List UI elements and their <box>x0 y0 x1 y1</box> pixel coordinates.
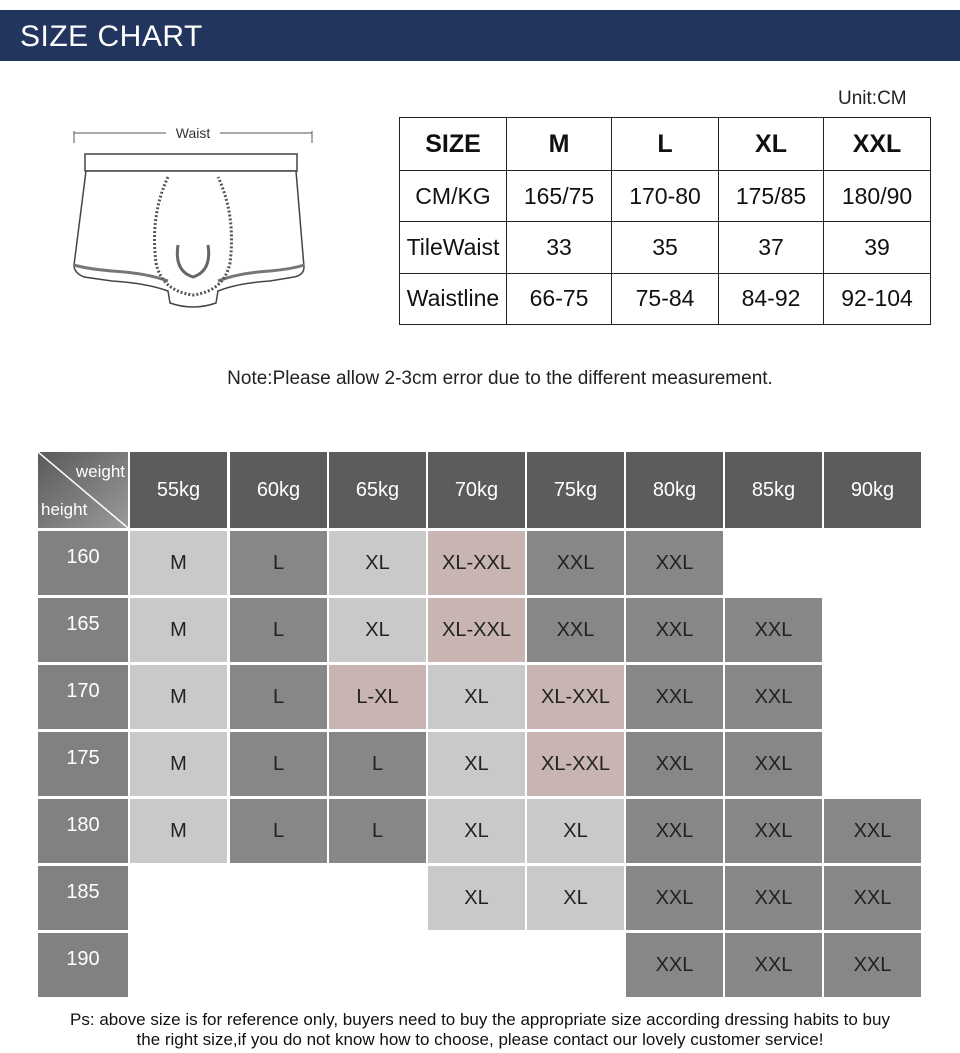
size-matrix-cell: XXL <box>725 799 822 863</box>
height-row-header: 170 <box>38 665 128 729</box>
size-matrix-cell: XXL <box>824 933 921 997</box>
size-table-cell: 39 <box>824 222 931 273</box>
size-matrix-cell <box>824 531 921 595</box>
size-table-cell: 35 <box>612 222 719 273</box>
size-matrix-cell: XL <box>527 799 624 863</box>
footer-note-line: Ps: above size is for reference only, buyers need to buy the appropriate size according dressing habits to buy <box>70 1010 890 1029</box>
brief-body <box>74 171 304 307</box>
size-matrix-cell: XXL <box>824 866 921 930</box>
weight-column-header: 65kg <box>329 452 426 528</box>
size-matrix-cell: M <box>130 531 227 595</box>
size-matrix-cell <box>130 866 227 930</box>
size-table-row-label: CM/KG <box>400 171 507 222</box>
size-matrix-cell: M <box>130 598 227 662</box>
size-table-row-label: Waistline <box>400 273 507 324</box>
size-matrix-cell: XXL <box>626 866 723 930</box>
size-matrix-cell: XXL <box>626 933 723 997</box>
size-table-header-row <box>400 118 931 171</box>
size-matrix-cell: XXL <box>725 665 822 729</box>
size-matrix-cell: L <box>230 598 327 662</box>
size-table-header: L <box>612 118 719 171</box>
size-matrix-cell <box>230 933 327 997</box>
size-matrix-cell: XXL <box>725 598 822 662</box>
waist-label: Waist <box>175 125 211 141</box>
size-matrix-cell: XL-XXL <box>527 665 624 729</box>
size-matrix-cell: XL-XXL <box>428 598 525 662</box>
size-matrix-cell <box>329 933 426 997</box>
size-matrix-cell: XL <box>428 665 525 729</box>
size-matrix-cell: L <box>230 665 327 729</box>
size-matrix-cell: XXL <box>626 799 723 863</box>
size-table-cell: 37 <box>718 222 823 273</box>
size-table-header: SIZE <box>400 118 507 171</box>
size-matrix-cell: XXL <box>626 665 723 729</box>
size-table-row-label: TileWaist <box>400 222 507 273</box>
size-matrix-cell: XL-XXL <box>527 732 624 796</box>
size-table-cell: 165/75 <box>507 171 612 222</box>
size-table-cell: 33 <box>507 222 612 273</box>
weight-column-header: 80kg <box>626 452 723 528</box>
size-matrix-cell: XL <box>527 866 624 930</box>
size-matrix-cell: L-XL <box>329 665 426 729</box>
size-matrix-cell: XXL <box>725 866 822 930</box>
size-table-cell: 66-75 <box>507 273 612 324</box>
size-table-row <box>400 222 931 273</box>
size-matrix-cell <box>824 732 921 796</box>
size-matrix-cell: L <box>329 732 426 796</box>
footer-note <box>0 1010 960 1050</box>
size-matrix-cell: XXL <box>725 933 822 997</box>
size-matrix-cell: M <box>130 799 227 863</box>
size-table-header: M <box>507 118 612 171</box>
weight-column-header: 55kg <box>130 452 227 528</box>
height-row-header: 185 <box>38 866 128 930</box>
footer-note-line: the right size,if you do not know how to choose, please contact our lovely customer service! <box>136 1030 824 1049</box>
size-matrix-cell: L <box>230 799 327 863</box>
size-matrix-cell <box>725 531 822 595</box>
size-matrix-cell <box>428 933 525 997</box>
size-table-row <box>400 273 931 324</box>
size-table-cell: 92-104 <box>824 273 931 324</box>
size-matrix-cell: M <box>130 665 227 729</box>
size-matrix-cell: XXL <box>527 598 624 662</box>
corner-height-label: height <box>41 500 88 519</box>
size-matrix-cell: XL <box>329 598 426 662</box>
weight-column-header: 70kg <box>428 452 525 528</box>
underwear-diagram <box>48 95 338 345</box>
size-table-cell: 170-80 <box>612 171 719 222</box>
size-matrix-cell: XXL <box>527 531 624 595</box>
size-table-cell: 180/90 <box>824 171 931 222</box>
size-matrix-cell <box>329 866 426 930</box>
page-title: SIZE CHART <box>20 20 203 53</box>
size-matrix-cell <box>527 933 624 997</box>
size-matrix-cell <box>824 665 921 729</box>
measurement-note: Note:Please allow 2-3cm error due to the different measurement. <box>227 368 773 389</box>
corner-weight-label: weight <box>75 462 125 481</box>
size-matrix-cell <box>130 933 227 997</box>
size-table-header: XXL <box>824 118 931 171</box>
size-table-header: XL <box>718 118 823 171</box>
size-matrix-cell: XXL <box>626 598 723 662</box>
size-table-row <box>400 171 931 222</box>
size-matrix-cell: XL <box>329 531 426 595</box>
size-matrix-cell: XXL <box>626 732 723 796</box>
height-row-header: 160 <box>38 531 128 595</box>
weight-column-header: 85kg <box>725 452 822 528</box>
matrix-corner <box>38 452 128 528</box>
size-table-cell: 75-84 <box>612 273 719 324</box>
size-matrix-cell: XXL <box>626 531 723 595</box>
weight-column-header: 60kg <box>230 452 327 528</box>
size-matrix-cell: XXL <box>725 732 822 796</box>
size-matrix-cell: XL-XXL <box>428 531 525 595</box>
unit-label: Unit:CM <box>838 88 907 109</box>
height-row-header: 165 <box>38 598 128 662</box>
size-matrix-cell: XXL <box>824 799 921 863</box>
size-matrix-cell <box>230 866 327 930</box>
size-matrix-cell: L <box>230 531 327 595</box>
height-row-header: 190 <box>38 933 128 997</box>
size-table-cell: 84-92 <box>718 273 823 324</box>
size-matrix-cell: L <box>230 732 327 796</box>
size-matrix-cell: XL <box>428 799 525 863</box>
weight-column-header: 90kg <box>824 452 921 528</box>
weight-column-header: 75kg <box>527 452 624 528</box>
size-matrix-cell: L <box>329 799 426 863</box>
size-matrix-cell: XL <box>428 732 525 796</box>
size-matrix-cell: XL <box>428 866 525 930</box>
size-table-cell: 175/85 <box>718 171 823 222</box>
size-table <box>399 117 931 325</box>
size-matrix-cell: M <box>130 732 227 796</box>
size-matrix-cell <box>824 598 921 662</box>
waistband <box>85 154 297 171</box>
height-row-header: 180 <box>38 799 128 863</box>
height-row-header: 175 <box>38 732 128 796</box>
